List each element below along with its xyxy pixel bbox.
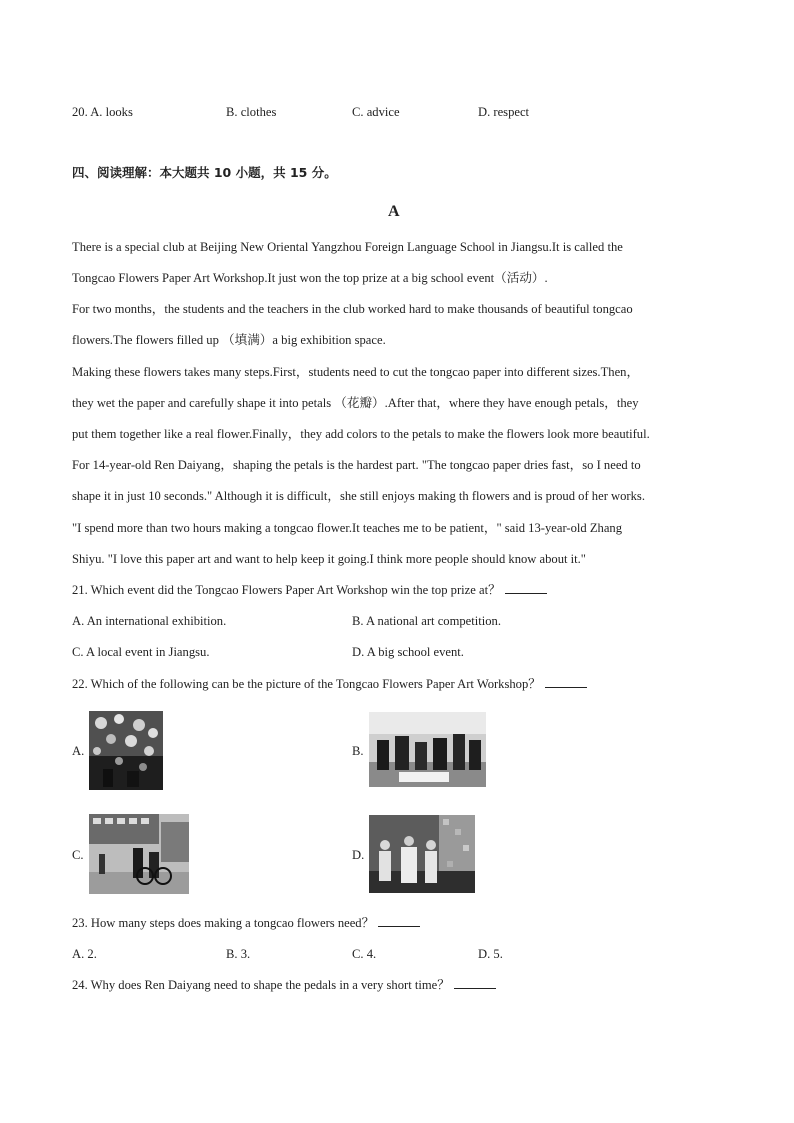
q23-option-c: C. 4. bbox=[352, 947, 377, 961]
photo-b-group-indoor bbox=[369, 712, 486, 787]
passage-line: Making these flowers takes many steps.First，students need to cut the tongcao paper into different sizes.Then， bbox=[72, 365, 640, 379]
answer-blank bbox=[378, 915, 420, 927]
q20-option-d: D. respect bbox=[478, 105, 530, 119]
passage-line: they wet the paper and carefully shape it into petals （花瓣）.After that，where they have enough petals，they bbox=[72, 396, 639, 410]
q20-option-a: 20. A. looks bbox=[72, 105, 133, 119]
q21-option-d: D. A big school event. bbox=[352, 645, 464, 659]
passage-letter: A bbox=[388, 203, 400, 220]
passage-line: For two months，the students and the teachers in the club worked hard to make thousands of beautiful tongcao bbox=[72, 302, 633, 316]
answer-blank bbox=[505, 582, 547, 594]
photo-c-outdoor-street bbox=[89, 814, 189, 894]
q21-question: 21. Which event did the Tongcao Flowers Paper Art Workshop win the top prize at？ bbox=[72, 582, 547, 598]
passage-line: There is a special club at Beijing New Oriental Yangzhou Foreign Language School in Jiangsu.It is called the bbox=[72, 240, 623, 254]
q23-option-b: B. 3. bbox=[226, 947, 251, 961]
q21-option-a: A. An international exhibition. bbox=[72, 614, 227, 628]
answer-blank bbox=[454, 977, 496, 989]
q21-option-b: B. A national art competition. bbox=[352, 614, 502, 628]
q24-question: 24. Why does Ren Daiyang need to shape the pedals in a very short time？ bbox=[72, 977, 496, 993]
passage-line: Shiyu. "I love this paper art and want to help keep it going.I think more people should know about it." bbox=[72, 552, 586, 566]
photo-a-flowers-crowd bbox=[89, 711, 163, 790]
photo-d-performers bbox=[369, 815, 475, 893]
q22-label-b: B. bbox=[352, 744, 364, 758]
passage-line: put them together like a real flower.Finally，they add colors to the petals to make the flowers look more beautiful. bbox=[72, 427, 650, 441]
passage-line: For 14-year-old Ren Daiyang，shaping the petals is the hardest part. "The tongcao paper dries fast，so I need to bbox=[72, 458, 641, 472]
q22-label-c: C. bbox=[72, 848, 84, 862]
passage-line: shape it in just 10 seconds." Although it is difficult，she still enjoys making th flowers and is proud of her works. bbox=[72, 489, 645, 503]
q21-option-c: C. A local event in Jiangsu. bbox=[72, 645, 210, 659]
q23-option-a: A. 2. bbox=[72, 947, 97, 961]
q23-question: 23. How many steps does making a tongcao flowers need？ bbox=[72, 915, 420, 931]
passage-line: flowers.The flowers filled up （填满）a big exhibition space. bbox=[72, 333, 386, 347]
q23-option-d: D. 5. bbox=[478, 947, 503, 961]
q22-question: 22. Which of the following can be the picture of the Tongcao Flowers Paper Art Workshop？ bbox=[72, 676, 587, 692]
q22-label-a: A. bbox=[72, 744, 85, 758]
passage-line: Tongcao Flowers Paper Art Workshop.It just won the top prize at a big school event（活动）. bbox=[72, 271, 548, 285]
answer-blank bbox=[545, 676, 587, 688]
q20-option-c: C. advice bbox=[352, 105, 400, 119]
section-title: 四、阅读理解：本大题共 10 小题，共 15 分。 bbox=[72, 165, 337, 180]
passage-line: "I spend more than two hours making a tongcao flower.It teaches me to be patient，" said 13-year-old Zhang bbox=[72, 521, 622, 535]
q22-label-d: D. bbox=[352, 848, 365, 862]
q20-option-b: B. clothes bbox=[226, 105, 277, 119]
